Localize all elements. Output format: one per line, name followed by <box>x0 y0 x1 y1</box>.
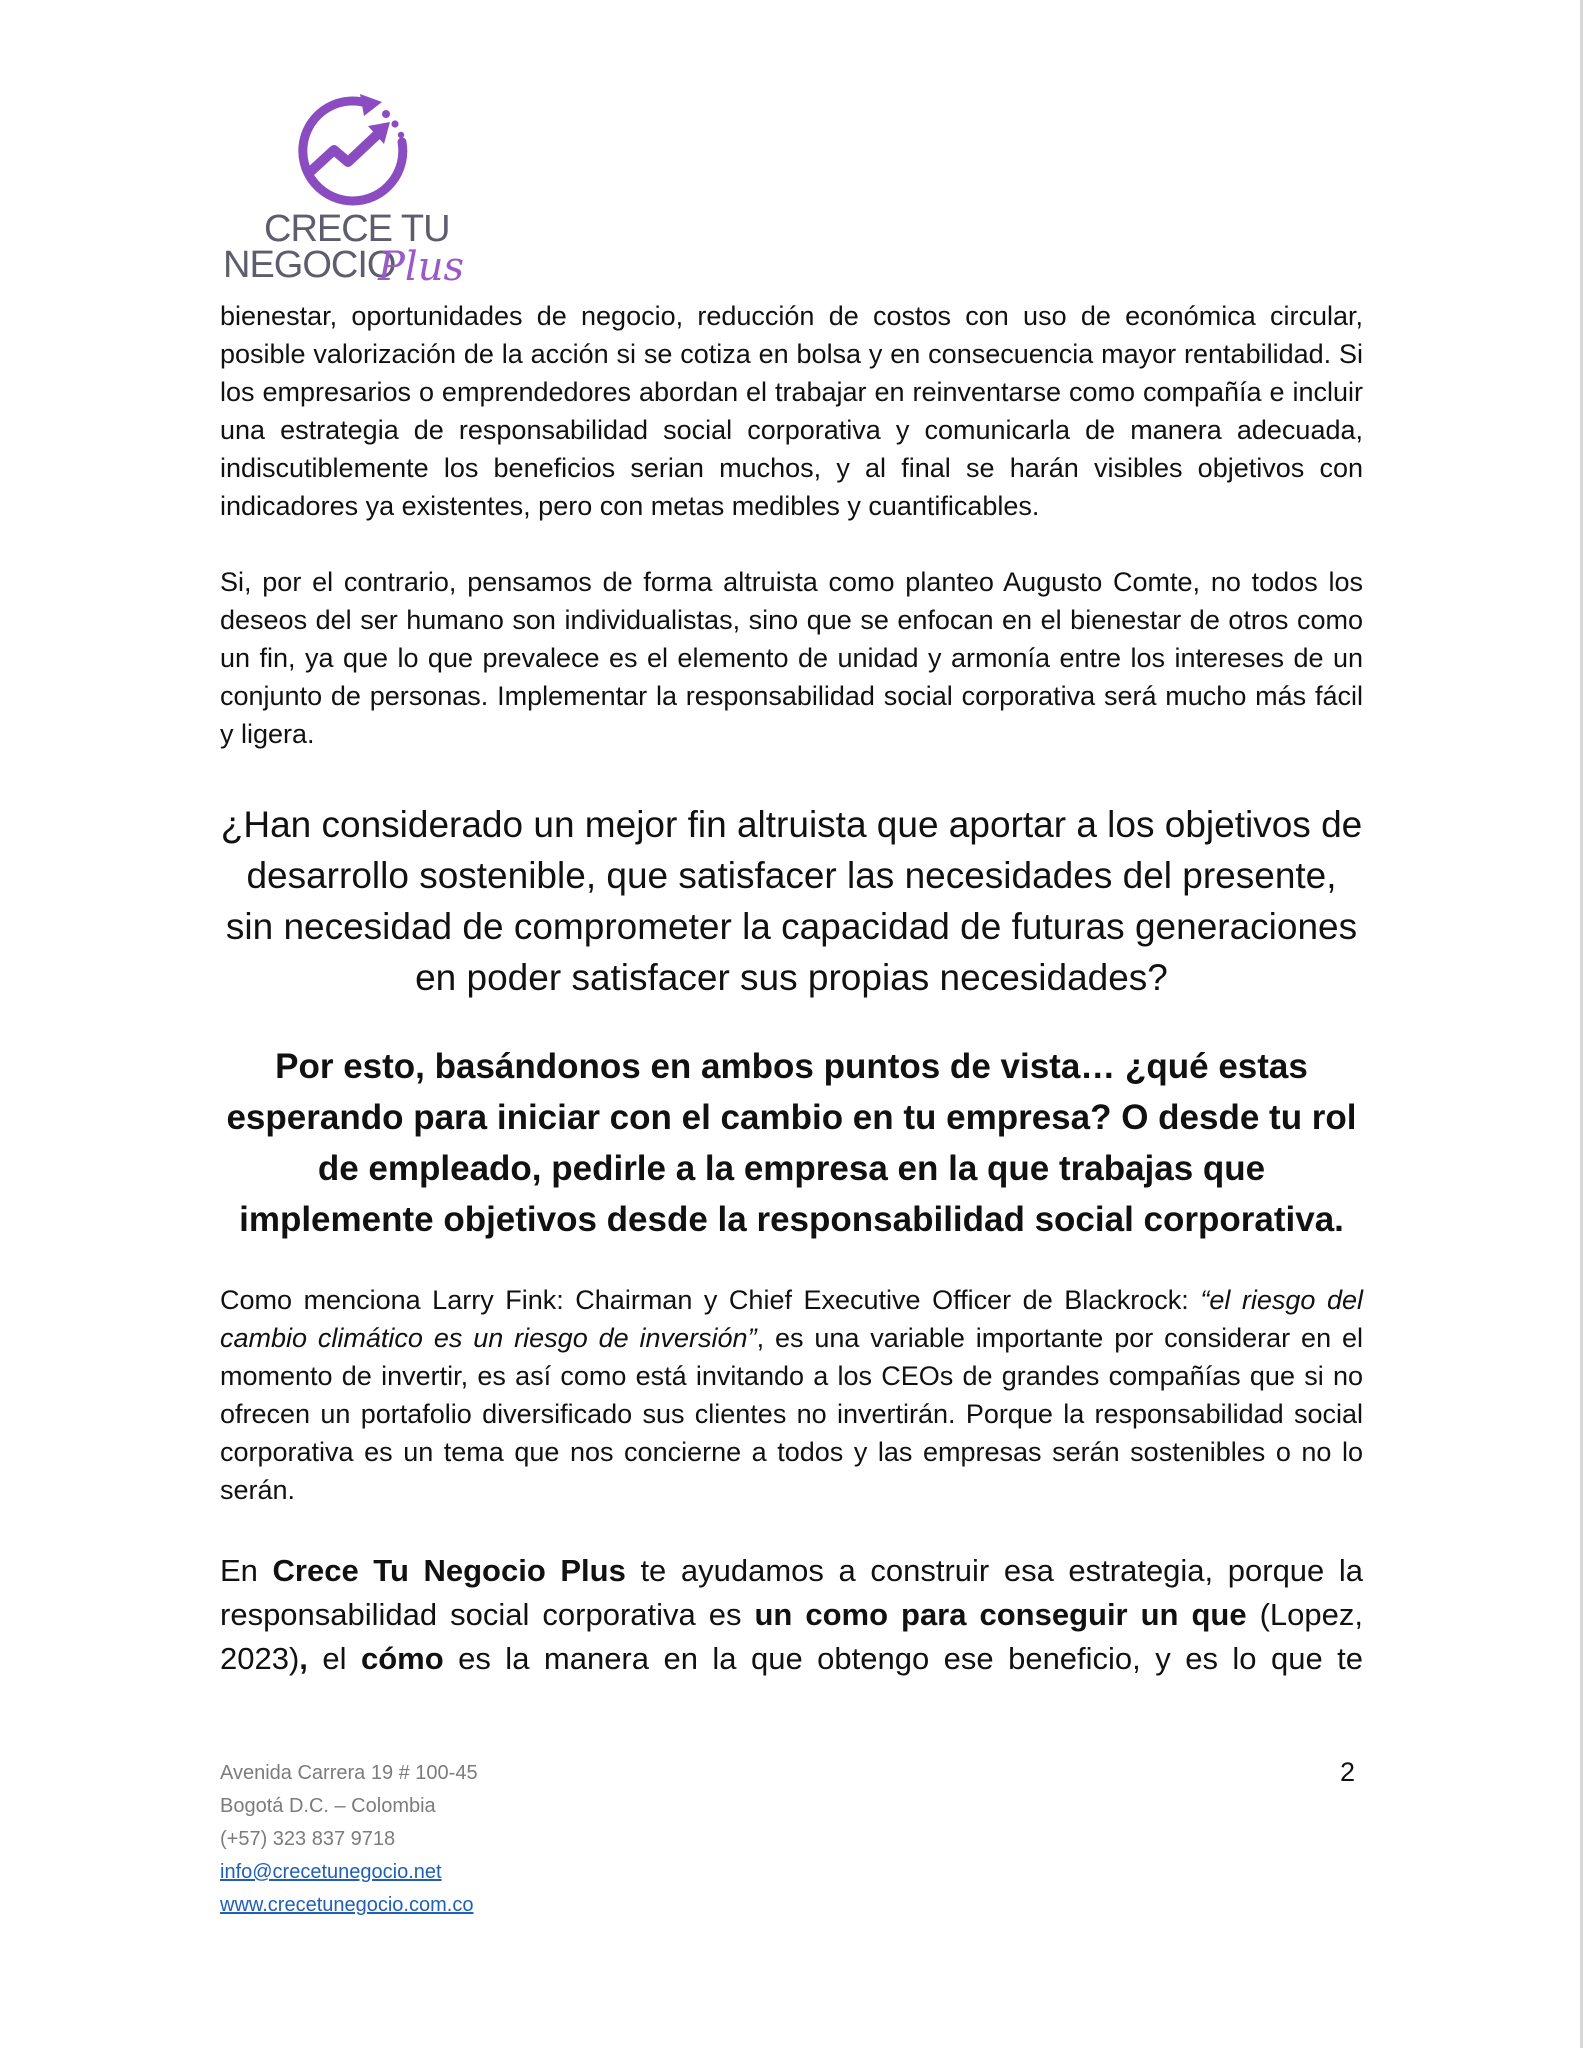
footer-city: Bogotá D.C. – Colombia <box>220 1795 436 1817</box>
document-body <box>220 297 1363 1681</box>
call-to-action: Por esto, basándonos en ambos puntos de vista… ¿qué estas esperando para iniciar con el cambio en tu empresa? O desde tu rol de empleado, pedirle a la empresa en la que trabajas que implemente objetivos desde la responsabilidad social corporativa. <box>226 1047 1357 1239</box>
page-number: 2 <box>1340 1757 1356 1787</box>
growth-arrow-circle-icon <box>288 92 418 214</box>
closing-comma: , <box>299 1641 308 1676</box>
quote-text: “el riesgo del cambio climático es un riesgo de inversión” <box>220 1285 1363 1353</box>
footer-address: Avenida Carrera 19 # 100-45 <box>220 1762 478 1784</box>
footer-contact <box>220 1757 478 1922</box>
quote-rest: , es una variable importante por considerar en el momento de invertir, es así como está invitando a los CEOs de grandes compañías que si no ofrecen un portafolio diversificado sus clientes no invertirán. Porque la responsabilidad social corporativa es un tema que nos concierne a todos y las empresas serán sostenibles o no lo serán. <box>220 1323 1363 1505</box>
footer-email-link[interactable]: info@crecetunegocio.net <box>220 1861 442 1883</box>
logo-line-2: NEGOCIO <box>223 244 396 286</box>
closing-citation: (Lopez, 2023) <box>220 1597 1363 1676</box>
closing-brand: Crece Tu Negocio Plus <box>272 1553 626 1588</box>
footer-phone: (+57) 323 837 9718 <box>220 1828 396 1850</box>
paragraph-benefits: bienestar, oportunidades de negocio, reducción de costos con uso de económica circular, posible valorización de la acción si se cotiza en bolsa y en consecuencia mayor rentabilidad. Si los empresarios o emprendedores abordan el trabajar en reinventarse como compañía e incluir una estrategia de responsabilidad social corporativa y comunicarla de manera adecuada, indiscutiblemente los beneficios serian muchos, y al final se harán visibles objetivos con indicadores ya existentes, pero con metas medibles y cuantificables. <box>220 301 1363 521</box>
paragraph-larry-fink <box>220 1281 1363 1509</box>
closing-como: cómo <box>360 1641 444 1676</box>
highlight-question: ¿Han considerado un mejor fin altruista que aportar a los objetivos de desarrollo sostenible, que satisfacer las necesidades del presente, sin necesidad de comprometer la capacidad de futuras generaciones en poder satisfacer sus propias necesidades? <box>220 804 1363 998</box>
closing-text-2: te ayudamos a construir esa estrategia, porque la responsabilidad social corporativa es <box>220 1553 1364 1632</box>
closing-text-4: es la manera en la que obtengo ese beneficio, y es lo que te <box>443 1641 1364 1676</box>
closing-text-1: En <box>220 1553 273 1588</box>
paragraph-closing <box>220 1549 1363 1681</box>
logo-plus: Plus <box>378 244 464 290</box>
quote-lead: Como menciona Larry Fink: Chairman y Chief Executive Officer de Blackrock: <box>220 1285 1201 1315</box>
logo-line-1: CRECE TU <box>264 208 450 250</box>
closing-text-3: el <box>307 1641 361 1676</box>
paragraph-altruism: Si, por el contrario, pensamos de forma altruista como planteo Augusto Comte, no todos los deseos del ser humano son individualistas, sino que se enfocan en el bienestar de otros como un fin, ya que lo que prevalece es el elemento de unidad y armonía entre los intereses de un conjunto de personas. Implementar la responsabilidad social corporativa será mucho más fácil y ligera. <box>220 567 1363 749</box>
brand-logo <box>218 92 478 292</box>
footer-website-link[interactable]: www.crecetunegocio.com.co <box>220 1894 474 1916</box>
closing-emphasis: un como para conseguir un que <box>754 1597 1247 1632</box>
